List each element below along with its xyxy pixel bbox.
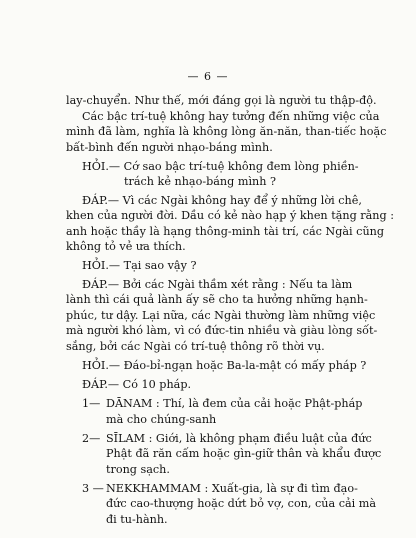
text-line: khen của người đời. Dầu có kẻ nào hạp ý khen tặng rằng : xyxy=(66,209,394,222)
text-line: mà người khó làm, vì có đức-tin nhiều và giàu lòng sốt- xyxy=(66,324,378,337)
list-item-number: 3 — xyxy=(82,482,104,495)
list-item-line: DĀNAM : Thí, là đem của cải hoặc Phật-pháp xyxy=(106,397,363,410)
list-item-line: mà cho chúng-sanh xyxy=(106,413,217,426)
list-item-line: SĪLAM : Giới, là không phạm điều luật của đức xyxy=(106,432,372,445)
text-line: lay-chuyển. Như thế, mới đáng gọi là người tu thập-độ. xyxy=(66,94,377,107)
answer-line: ĐÁP.— Bởi các Ngài thầm xét rằng : Nếu ta làm xyxy=(82,278,353,291)
question-line: HỎI.— Đáo-bỉ-ngạn hoặc Ba-la-mật có mấy pháp ? xyxy=(82,359,367,372)
text-line: sắng, bởi các Ngài có trí-tuệ thông rõ thời vụ. xyxy=(66,340,325,353)
list-item-line: đức cao-thượng hoặc dứt bỏ vợ, con, của cải mà xyxy=(106,497,377,510)
text-line: phúc, tư dậy. Lại nữa, các Ngài thường làm những việc xyxy=(66,309,376,322)
question-line: HỎI.— Cớ sao bậc trí-tuệ không đem lòng phiền- xyxy=(82,160,359,173)
text-line: Các bậc trí-tuệ không hay tưởng đến những việc của xyxy=(82,110,380,123)
list-item-number: 2— xyxy=(82,432,101,445)
list-item-line: Phật đã răn cấm hoặc gìn-giữ thân và khẩu được xyxy=(106,447,382,460)
answer-line: ĐÁP.— Có 10 pháp. xyxy=(82,378,192,391)
question-line: trách kẻ nhạo-báng mình ? xyxy=(124,175,276,188)
question-line: HỎI.— Tại sao vậy ? xyxy=(82,259,197,272)
list-item-line: NEKKHAMMAM : Xuất-gia, là sự đi tìm đạo- xyxy=(106,482,358,495)
text-line: bất-bình đến người nhạo-báng mình. xyxy=(66,141,273,154)
list-item-line: trong sạch. xyxy=(106,463,170,476)
text-line: anh hoặc thầy là hạng thông-minh tài trí, các Ngài cũng xyxy=(66,225,385,238)
text-line: không tỏ vẻ ưa thích. xyxy=(66,240,186,253)
text-line: lành thì cái quả lành ấy sẽ cho ta hưởng những hạnh- xyxy=(66,293,368,306)
list-item-number: 1— xyxy=(82,397,101,410)
list-item-line: đi tu-hành. xyxy=(106,513,168,526)
page-number: — 6 — xyxy=(187,70,229,83)
answer-line: ĐÁP.— Vì các Ngài không hay để ý những lời chê, xyxy=(82,194,362,207)
text-line: mình đã làm, nghĩa là không lòng ăn-năn, than-tiếc hoặc xyxy=(66,125,387,138)
